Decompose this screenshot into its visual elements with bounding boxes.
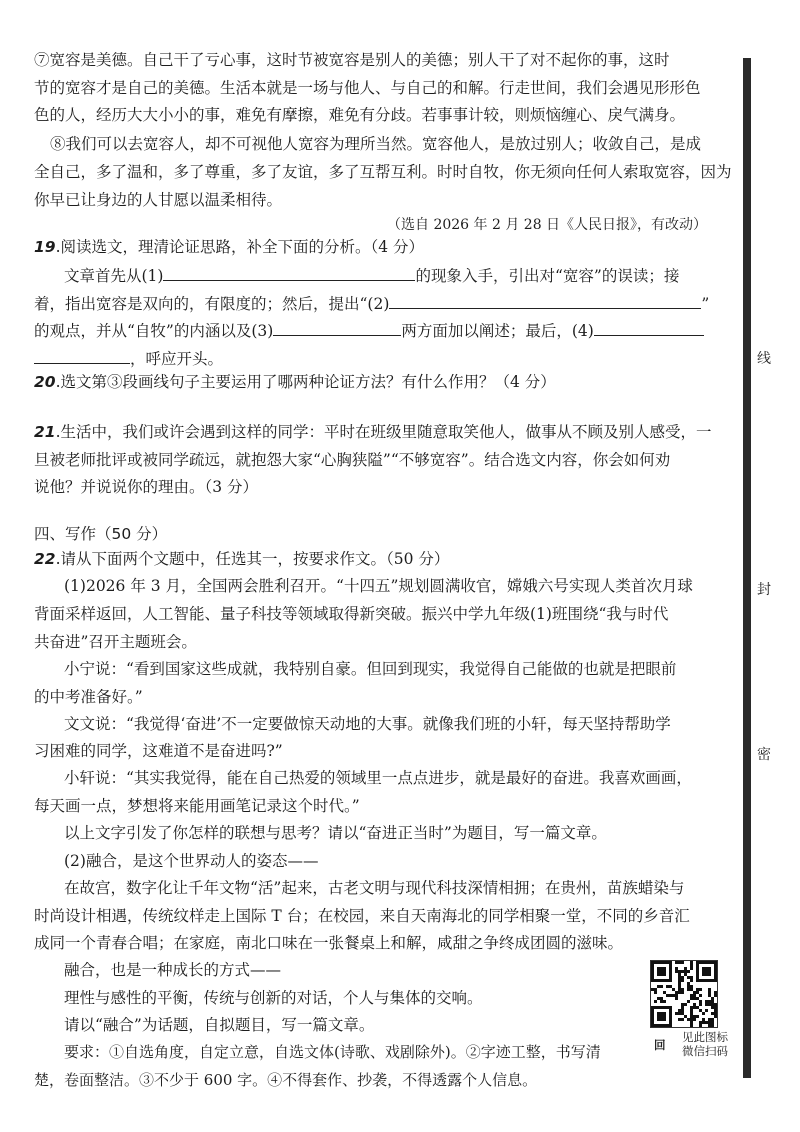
topic2-line3: 成同一个青春合唱；在家庭，南北口味在一张餐桌上和解，咸甜之争终成团圆的滋味。 [34, 934, 624, 952]
passage-p7-line3: 色的人，经历大大小小的事，难免有摩擦，难免有分歧。若事事计较，则烦恼缠心、戾气满身。 [34, 106, 686, 124]
passage-source: （选自 2026 年 2 月 28 日《人民日报》，有改动） [387, 217, 708, 233]
xiaoning-line1: 小宁说：“看到国家这些成就，我特别自豪。但回到现实，我觉得自己能做的也就是把眼前 [64, 660, 677, 678]
q19-blank-4-continued[interactable] [34, 347, 130, 364]
question-20 [34, 372, 556, 392]
binding-mark-xian: 线 [757, 351, 771, 367]
q19-blank-4[interactable] [594, 319, 704, 336]
question-22-stem: .请从下面两个文题中，任选其一，按要求作文。（50 分） [55, 550, 450, 568]
section-writing-title: 四、写作（50 分） [34, 525, 168, 543]
question-21-line1 [34, 422, 712, 442]
question-21-line2: 旦被老师批评或被同学疏远，就抱怨大家“心胸狭隘”“不够宽容”。结合选文内容，你会如何劝 [34, 451, 671, 469]
wenwen-line1: 文文说：“我觉得‘奋进’不一定要做惊天动地的大事。就像我们班的小轩，每天坚持帮助学 [64, 715, 671, 733]
passage-p8-line3: 你早已让身边的人甘愿以温柔相待。 [34, 191, 283, 209]
passage-p7-line1: ⑦宽容是美德。自己干了亏心事，这时节被宽容是别人的美德；别人干了对不起你的事，这时 [34, 51, 670, 69]
q19-line-b [34, 292, 709, 314]
topic1-line3: 共奋进”召开主题班会。 [34, 633, 197, 651]
question-21-text1: .生活中，我们或许会遇到这样的同学：平时在班级里随意取笑他人，做事从不顾及别人感受，一 [55, 423, 712, 441]
xiaoxuan-line2: 每天画一点，梦想将来能用画笔记录这个时代。” [34, 797, 360, 815]
question-20-stem: .选文第③段画线句子主要运用了哪两种论证方法？有什么作用？（4 分） [55, 373, 556, 391]
passage-p8-line2: 全自己，多了温和，多了尊重，多了友谊，多了互帮互利。时时自牧，你无须向任何人索取宽容，因为 [34, 163, 732, 181]
question-19 [34, 237, 424, 257]
q19-line-c [34, 319, 704, 341]
question-22 [34, 549, 449, 569]
topic1-line1: (1)2026 年 3 月，全国两会胜利召开。“十四五”规划圆满收官，嫦娥六号实现人类首次月球 [64, 577, 693, 595]
q19-line-a [64, 264, 679, 286]
question-19-stem: .阅读选文，理清论证思路，补全下面的分析。（4 分） [55, 238, 425, 256]
q19-a-text1: 文章首先从(1) [64, 267, 164, 285]
q19-blank-2[interactable] [389, 292, 701, 309]
q19-c-text2: 两方面加以阐述；最后，(4) [401, 322, 594, 340]
xiaoxuan-line1: 小轩说：“其实我觉得，能在自己热爱的领域里一点点进步，就是最好的奋进。我喜欢画画， [64, 769, 692, 787]
qr-code-pattern [651, 961, 717, 1027]
q19-b-text1: 着，指出宽容是双向的，有限度的；然后，提出“(2) [34, 295, 390, 313]
question-21-number: 21 [34, 423, 56, 441]
binding-line [743, 58, 751, 1078]
q19-line-d [34, 347, 223, 369]
topic1-line2: 背面采样返回，人工智能、量子科技等领域取得新突破。振兴中学九年级(1)班围绕“我与时代 [34, 605, 669, 623]
question-20-number: 20 [34, 373, 56, 391]
q19-blank-1[interactable] [163, 264, 415, 281]
q19-b-text2: ” [701, 295, 710, 313]
qr-code[interactable] [650, 960, 718, 1028]
topic2-line4: 融合，也是一种成长的方式—— [64, 961, 282, 979]
q19-blank-3[interactable] [273, 319, 401, 336]
passage-p8-line1: ⑧我们可以去宽容人，却不可视他人宽容为理所当然。宽容他人，是放过别人；收敛自己，是成 [50, 135, 702, 153]
writing-requirements-line1: 要求：①自选角度，自定立意，自选文体(诗歌、戏剧除外)。②字迹工整，书写清 [64, 1043, 601, 1061]
binding-mark-feng: 封 [757, 582, 771, 598]
topic2-line5: 理性与感性的平衡，传统与创新的对话，个人与集体的交响。 [64, 989, 483, 1007]
passage-p7-line2: 节的宽容才是自己的美德。生活本就是一场与他人、与自己的和解。行走世间，我们会遇见形形色 [34, 79, 701, 97]
xiaoning-line2: 的中考准备好。” [34, 688, 143, 706]
topic2-requirement: 请以“融合”为话题，自拟题目，写一篇文章。 [64, 1016, 375, 1034]
qr-caption-line1: 见此图标 [682, 1030, 728, 1044]
q19-d-text: ，呼应开头。 [130, 350, 224, 368]
topic2-line1: 在故宫，数字化让千年文物“活”起来，古老文明与现代科技深情相拥；在贵州，苗族蜡染与 [64, 879, 685, 897]
question-19-number: 19 [34, 238, 56, 256]
qr-caption-line2: 微信扫码 [682, 1044, 728, 1058]
q19-a-text2: 的现象入手，引出对“宽容”的误读；接 [415, 267, 680, 285]
q19-c-text1: 的观点，并从“自牧”的内涵以及(3) [34, 322, 274, 340]
scan-icon: 回 [654, 1038, 666, 1052]
wenwen-line2: 习困难的同学，这难道不是奋进吗?” [34, 742, 283, 760]
writing-requirements-line2: 楚，卷面整洁。③不少于 600 字。④不得套作、抄袭，不得透露个人信息。 [34, 1071, 538, 1089]
question-22-number: 22 [34, 550, 56, 568]
question-21-line3: 说他？并说说你的理由。（3 分） [34, 478, 259, 496]
topic2-intro: (2)融合，是这个世界动人的姿态—— [64, 852, 319, 870]
topic2-line2: 时尚设计相遇，传统纹样走上国际 T 台；在校园，来自天南海北的同学相聚一堂，不同的乡音汇 [34, 907, 690, 925]
topic1-requirement: 以上文字引发了你怎样的联想与思考？请以“奋进正当时”为题目，写一篇文章。 [64, 824, 607, 842]
binding-mark-mi: 密 [757, 747, 771, 763]
